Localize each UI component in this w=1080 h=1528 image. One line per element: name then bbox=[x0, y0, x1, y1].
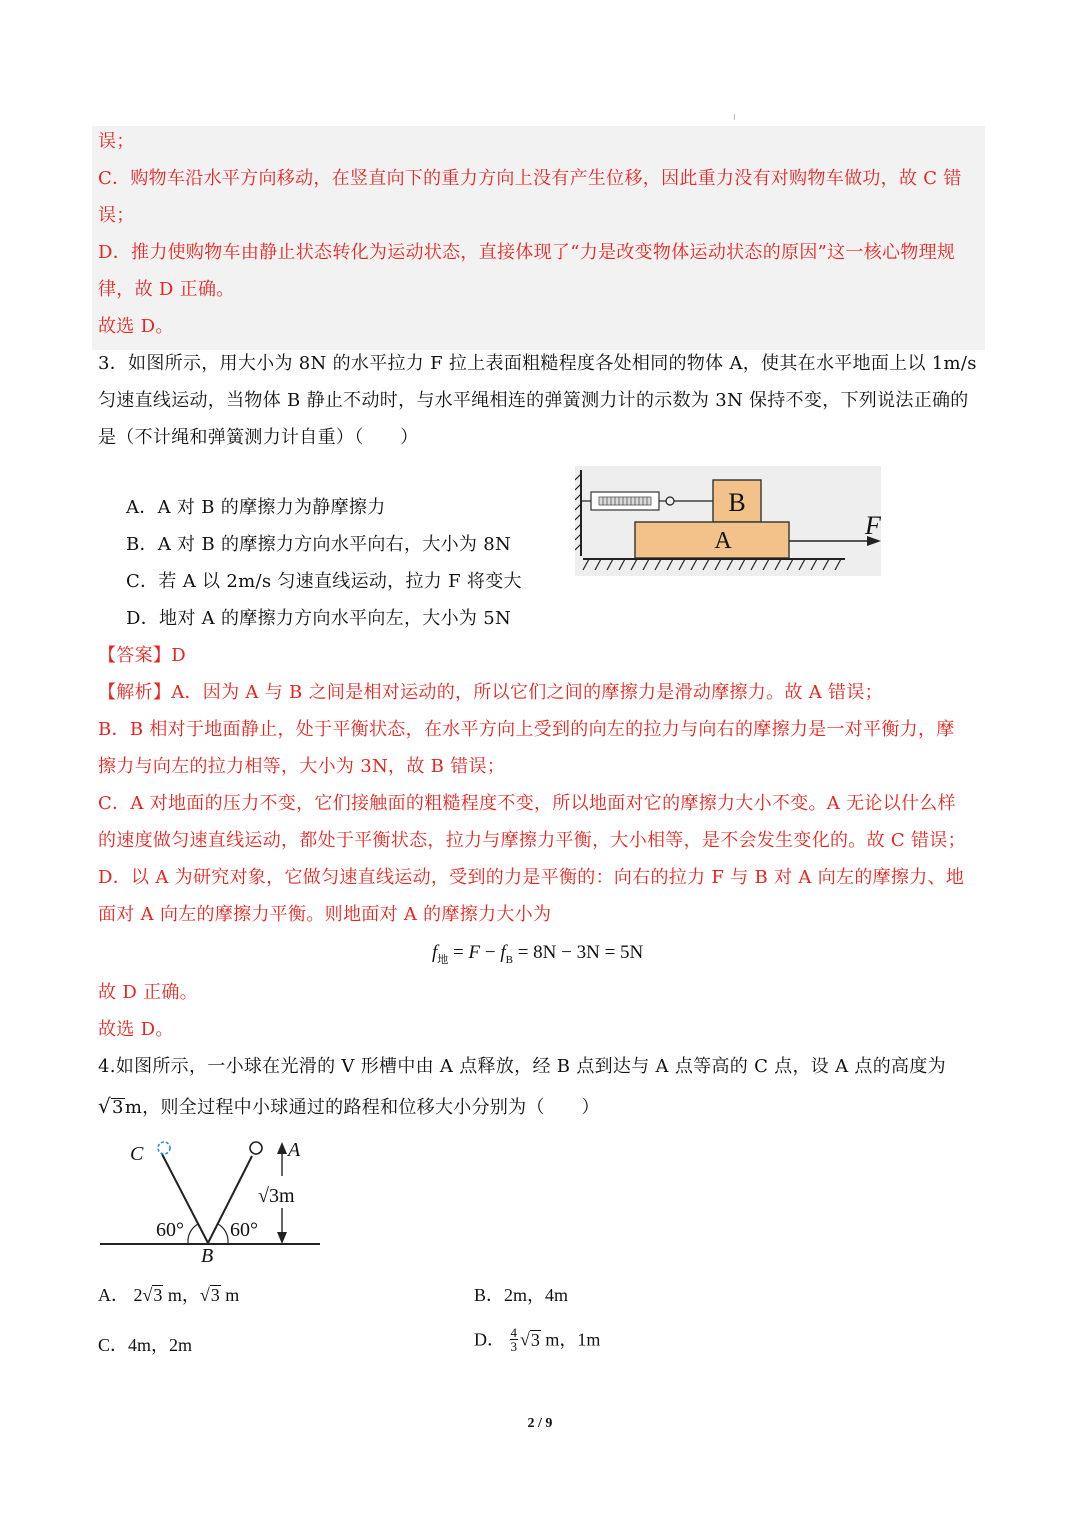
angle-left-label: 60° bbox=[156, 1219, 184, 1241]
q4-stem-line1: 4.如图所示，一小球在光滑的 V 形槽中由 A 点释放，经 B 点到达与 A 点等高的 C 点，设 A 点的高度为 bbox=[98, 1056, 946, 1077]
q4-option-a-radicand2: 3 bbox=[210, 1285, 220, 1305]
block-a-label: A bbox=[714, 528, 732, 554]
formula-minus: − bbox=[480, 942, 501, 963]
q3-stem-line3: 是（不计绳和弹簧测力计自重）（ ） bbox=[98, 427, 419, 448]
fraction-denominator: 3 bbox=[510, 1339, 517, 1354]
q4-option-d-prefix: D． bbox=[474, 1329, 505, 1350]
prev-option-d-line1: D．推力使购物车由静止状态转化为运动状态，直接体现了“力是改变物体运动状态的原因”这一核心物理规 bbox=[98, 242, 956, 263]
q4-option-d-radicand: 3 bbox=[530, 1330, 540, 1350]
q3-analysis-line5: 的速度做匀速直线运动，都处于平衡状态，拉力与摩擦力平衡，大小相等，是不会发生变化的。故 C 错误； bbox=[98, 830, 966, 851]
q4-option-a-mid: m， bbox=[163, 1285, 200, 1305]
prev-option-c-line2: 误； bbox=[98, 205, 135, 226]
q4-option-a-radicand: 3 bbox=[153, 1285, 163, 1305]
q3-option-b: B．A 对 B 的摩擦力方向水平向右，大小为 8N bbox=[126, 534, 512, 555]
q4-option-d-fraction bbox=[510, 1326, 519, 1353]
point-a-label: A bbox=[288, 1139, 301, 1161]
prev-wrong-text: 误； bbox=[98, 131, 135, 152]
q4-option-a-end: m bbox=[220, 1285, 240, 1305]
formula-sub-ground: 地 bbox=[437, 953, 449, 966]
q3-answer: 【答案】D bbox=[98, 645, 186, 666]
formula-f-symbol: f bbox=[432, 942, 438, 963]
q3-stem-line1: 3．如图所示，用大小为 8N 的水平拉力 F 拉上表面粗糙程度各处相同的物体 A，使其在水平地面上以 1m/s bbox=[98, 353, 977, 374]
q4-option-d: D． $\frac{4}{3}$ √3 m，1m bbox=[474, 1325, 601, 1354]
q3-option-d: D．地对 A 的摩擦力方向水平向左，大小为 5N bbox=[126, 608, 511, 629]
q3-option-a: A．A 对 B 的摩擦力为静摩擦力 bbox=[126, 497, 386, 518]
q4-v-groove-figure bbox=[100, 1136, 322, 1266]
q3-d-correct: 故 D 正确。 bbox=[98, 982, 198, 1003]
prev-option-d-line2: 律，故 D 正确。 bbox=[98, 279, 235, 300]
q3-option-c: C．若 A 以 2m/s 匀速直线运动，拉力 F 将变大 bbox=[126, 571, 522, 592]
q3-analysis-line3: 擦力与向左的拉力相等，大小为 3N，故 B 错误； bbox=[98, 756, 506, 777]
prev-conclusion: 故选 D。 bbox=[98, 316, 174, 337]
angle-right-label: 60° bbox=[230, 1219, 258, 1241]
q4-option-c: C．4m，2m bbox=[98, 1335, 193, 1355]
formula-equals: = bbox=[448, 942, 469, 963]
point-c-label: C bbox=[130, 1143, 144, 1165]
q3-friction-figure bbox=[575, 466, 881, 576]
friction-formula bbox=[432, 942, 643, 971]
force-f-label: F bbox=[865, 511, 881, 540]
q3-analysis-line2: B．B 相对于地面静止，处于平衡状态，在水平方向上受到的向左的拉力与向右的摩擦力是一对平衡力，摩 bbox=[98, 719, 955, 740]
formula-result: = 8N − 3N = 5N bbox=[512, 942, 644, 963]
formula-sub-b: B bbox=[505, 953, 513, 966]
previous-answer-highlight bbox=[92, 126, 985, 350]
q4-height-radicand: 3 bbox=[112, 1097, 124, 1118]
q3-stem-line2: 匀速直线运动，当物体 B 静止不动时，与水平绳相连的弹簧测力计的示数为 3N 保持不变，下列说法正确的 bbox=[98, 390, 969, 411]
q3-analysis-line1: 【解析】A．因为 A 与 B 之间是相对运动的，所以它们之间的摩擦力是滑动摩擦力。故 A 错误； bbox=[98, 682, 883, 703]
q4-stem-line2: √3m，则全过程中小球通过的路程和位移大小分别为（ ） bbox=[98, 1094, 600, 1118]
q4-option-a-coef: 2 bbox=[133, 1285, 143, 1305]
height-label: √3m bbox=[258, 1185, 295, 1207]
block-b-label: B bbox=[728, 488, 746, 517]
page-number: 2 / 9 bbox=[527, 1416, 553, 1431]
q3-analysis-line4: C．A 对地面的压力不变，它们接触面的粗糙程度不变，所以地面对它的摩擦力大小不变。A 无论以什么样 bbox=[98, 793, 956, 814]
formula-force: F bbox=[468, 942, 481, 963]
q4-option-a-prefix: A． bbox=[98, 1285, 129, 1305]
fraction-numerator: 4 bbox=[510, 1325, 517, 1340]
formula-f-symbol-b: f bbox=[500, 942, 506, 963]
scan-mark: ⁝ bbox=[733, 113, 736, 122]
q4-option-b: B．2m，4m bbox=[474, 1285, 569, 1305]
q3-analysis-line7: 面对 A 向左的摩擦力平衡。则地面对 A 的摩擦力大小为 bbox=[98, 904, 552, 925]
prev-option-c-line1: C．购物车沿水平方向移动，在竖直向下的重力方向上没有产生位移，因此重力没有对购物车做功，故 C 错 bbox=[98, 168, 962, 189]
q4-option-a: A． 2√3 m，√3 m bbox=[98, 1285, 240, 1305]
q4-option-d-end: m，1m bbox=[540, 1329, 601, 1350]
q3-analysis-line6: D．以 A 为研究对象，它做匀速直线运动，受到的力是平衡的：向右的拉力 F 与 B 对 A 向左的摩擦力、地 bbox=[98, 867, 965, 888]
point-b-label: B bbox=[201, 1245, 214, 1266]
q4-stem-rest: m，则全过程中小球通过的路程和位移大小分别为（ ） bbox=[124, 1097, 600, 1118]
q3-conclusion: 故选 D。 bbox=[98, 1019, 174, 1040]
